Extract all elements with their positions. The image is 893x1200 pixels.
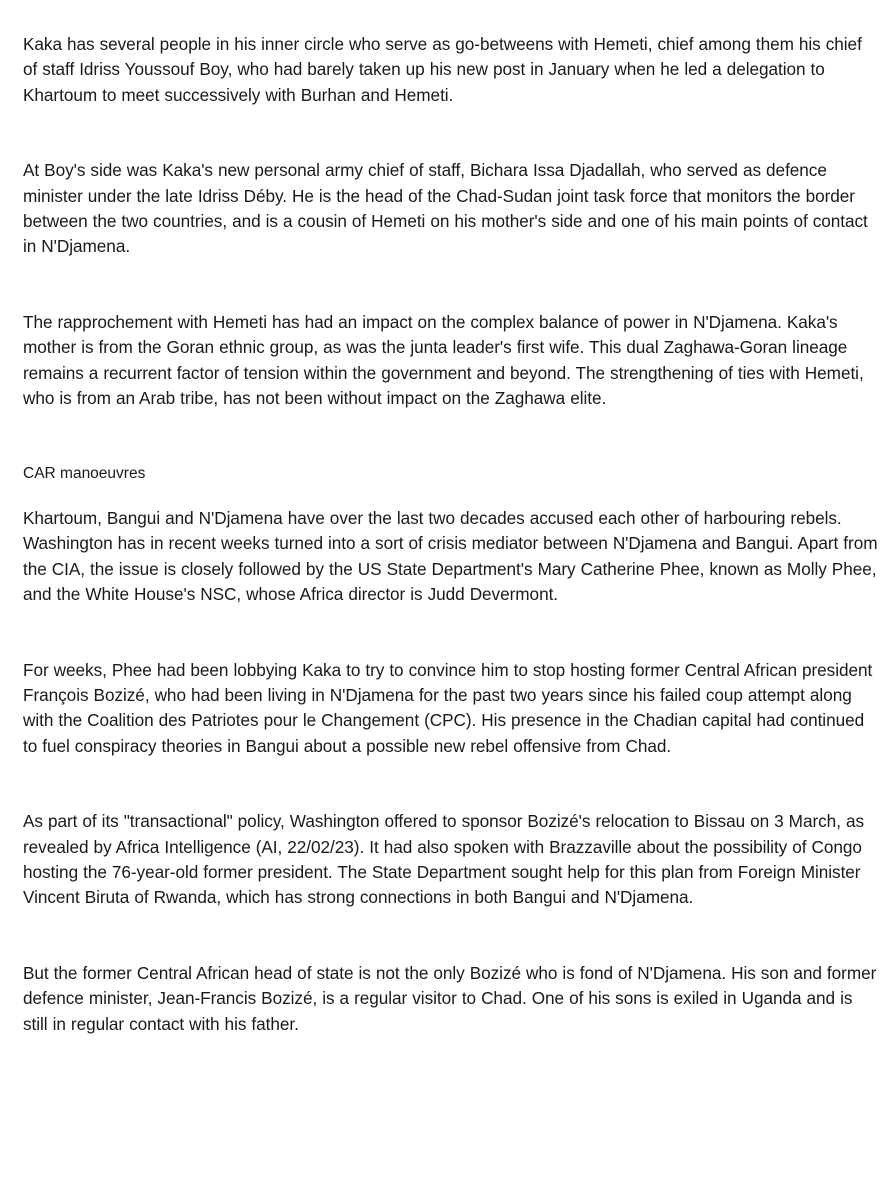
paragraph-rebels: Khartoum, Bangui and N'Djamena have over the last two decades accused each other of harbouring rebels. Washington has in recent weeks turned into a sort of crisis mediator between N'Djamena and Bangui. Apart from the CIA, the issue is closely followed by the US State Department's Mary Catherine Phee, known as Molly Phee, and the White House's NSC, whose Africa director is Judd Devermont.: [23, 507, 878, 605]
paragraph-rapprochement: The rapprochement with Hemeti has had an impact on the complex balance of power in N'Djamena. Kaka's mother is from the Goran ethnic group, as was the junta leader's first wife. This dual Zaghawa-Goran lineage remains a recurrent factor of tension within the government and beyond. The strengthening of ties with Hemeti, who is from an Arab tribe, has not been without impact on the Zaghawa elite.: [23, 311, 864, 409]
section-heading: CAR manoeuvres: [23, 465, 146, 483]
document-page: [23, 32, 881, 1037]
paragraph-bozize-son: But the former Central African head of state is not the only Bozizé who is fond of N'Djamena. His son and former defence minister, Jean-Francis Bozizé, is a regular visitor to Chad. One of his sons is exiled in Uganda and is still in regular contact with his father.: [23, 962, 877, 1034]
paragraph-army-chief: At Boy's side was Kaka's new personal army chief of staff, Bichara Issa Djadallah, who served as defence minister under the late Idriss Déby. He is the head of the Chad-Sudan joint task force that monitors the border between the two countries, and is a cousin of Hemeti on his mother's side and one of his main points of contact in N'Djamena.: [23, 160, 868, 257]
paragraph-transactional: As part of its "transactional" policy, Washington offered to sponsor Bozizé's relocation to Bissau on 3 March, as revealed by Africa Intelligence (AI, 22/02/23). It had also spoken with Brazzaville about the possibility of Congo hosting the 76-year-old former president. The State Department sought help for this plan from Foreign Minister Vincent Biruta of Rwanda, which has strong connections in both Bangui and N'Djamena.: [23, 811, 864, 908]
paragraph-lobbying: For weeks, Phee had been lobbying Kaka to try to convince him to stop hosting former Central African president François Bozizé, who had been living in N'Djamena for the past two years since his failed coup attempt along with the Coalition des Patriotes pour le Changement (CPC). His presence in the Chadian capital had continued to fuel conspiracy theories in Bangui about a possible new rebel offensive from Chad.: [23, 659, 873, 756]
paragraph-go-betweens: Kaka has several people in his inner circle who serve as go-betweens with Hemeti, chief among them his chief of staff Idriss Youssouf Boy, who had barely taken up his new post in January when he led a delegation to Khartoum to meet successively with Burhan and Hemeti.: [23, 34, 862, 105]
